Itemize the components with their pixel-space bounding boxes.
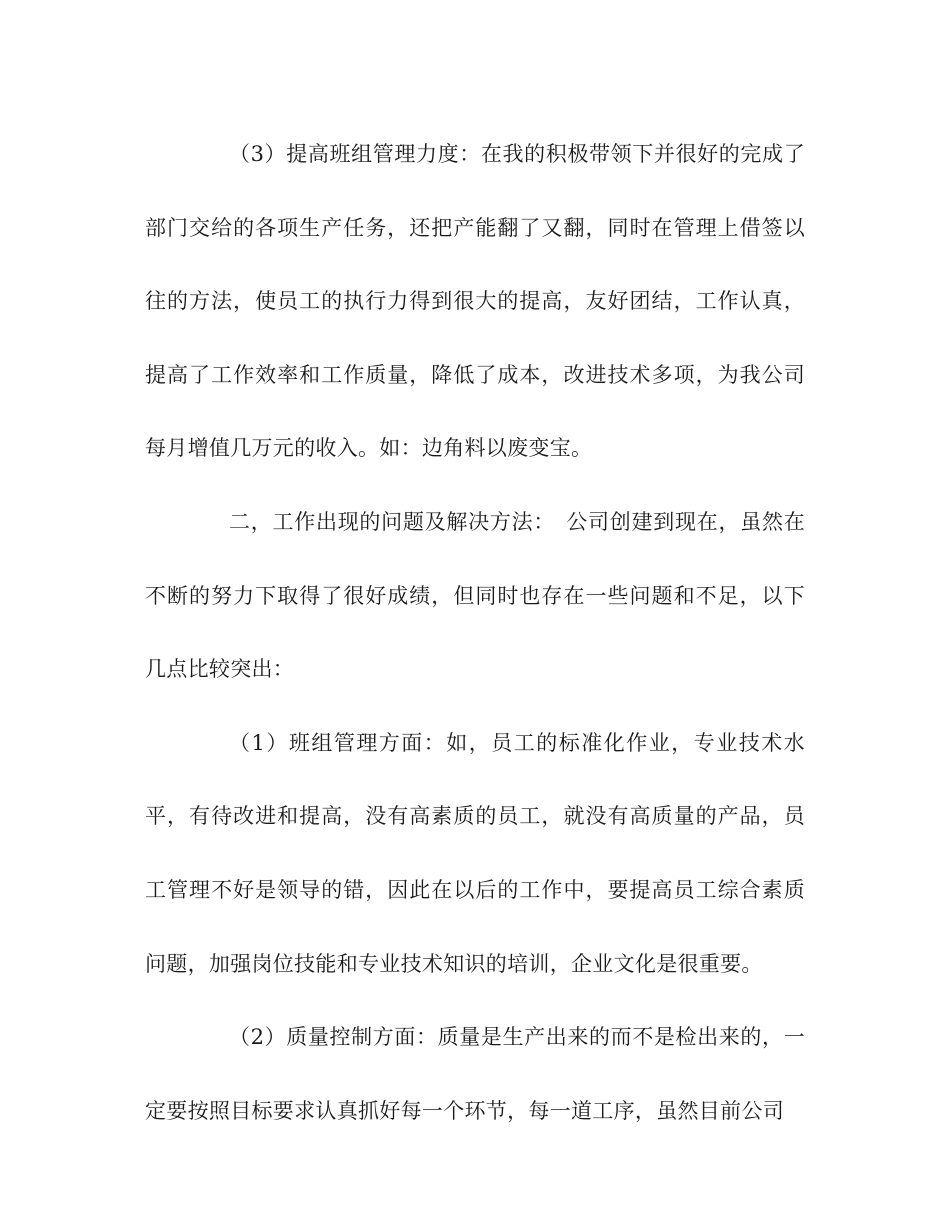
paragraph-quality-control: （2）质量控制方面：质量是生产出来的而不是检出来的，一定要按照目标要求认真抓好每一个环节，每一道工序，虽然目前公司 (145, 1025, 805, 1123)
paragraph-problems-and-solutions: 二，工作出现的问题及解决方法： 公司创建到现在，虽然在不断的努力下取得了很好成绩，但同时也存在一些问题和不足，以下几点比较突出： (145, 509, 805, 682)
paragraph-class-management-improvement: （3）提高班组管理力度：在我的积极带领下并很好的完成了部门交给的各项生产任务，还把产能翻了又翻，同时在管理上借签以往的方法，使员工的执行力得到很大的提高，友好团结，工作认真，提高了工作效率和工作质量，降低了成本，改进技术多项，为我公司每月增值几万元的收入。如：边角料以废变宝。 (145, 142, 805, 461)
paragraph-team-management: （1）班组管理方面：如，员工的标准化作业，专业技术水平，有待改进和提高，没有高素质的员工，就没有高质量的产品，员工管理不好是领导的错，因此在以后的工作中，要提高员工综合素质问题，加强岗位技能和专业技术知识的培训，企业文化是很重要。 (145, 730, 805, 976)
document-body (145, 118, 805, 1148)
